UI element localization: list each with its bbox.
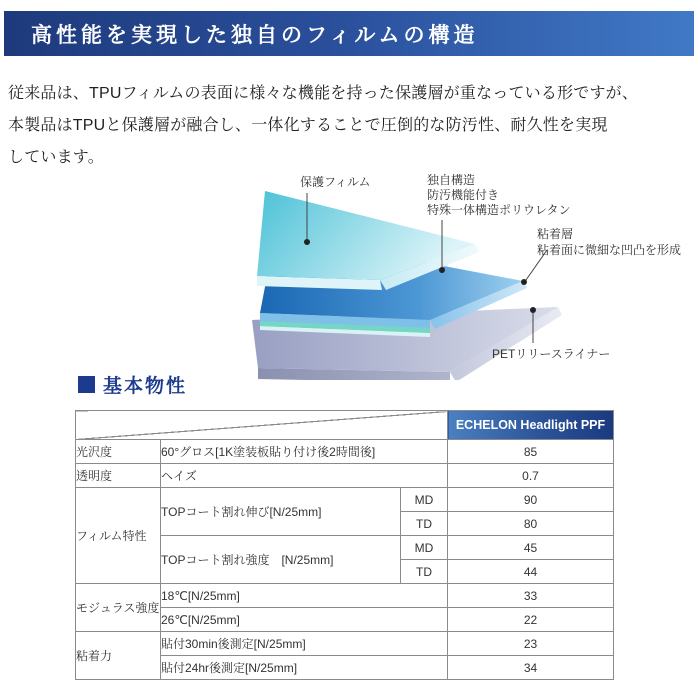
table-row <box>76 488 614 512</box>
label-adhesive-2: 粘着面に微細な凹凸を形成 <box>537 243 682 257</box>
table-row <box>76 584 614 608</box>
cell-desc: 60°グロス[1K塗装板貼り付け後2時間後] <box>161 440 448 464</box>
header-banner <box>4 11 694 56</box>
label-structure-1: 独自構造 <box>427 173 476 187</box>
intro-line: 本製品はTPUと保護層が融合し、一体化することで圧倒的な防汚性、耐久性を実現 <box>8 117 608 134</box>
product-column-header: ECHELON Headlight PPF <box>448 411 614 440</box>
table-row <box>76 464 614 488</box>
cell-value: 85 <box>448 440 614 464</box>
cell-desc: TOPコート割れ強度 [N/25mm] <box>161 536 401 584</box>
label-protective-film: 保護フィルム <box>300 175 371 189</box>
label-structure-3: 特殊一体構造ポリウレタン <box>427 203 571 217</box>
cell-desc: 貼付30min後測定[N/25mm] <box>161 632 448 656</box>
section-title-text: 基本物性 <box>103 376 188 397</box>
intro-line: 従来品は、TPUフィルムの表面に様々な機能を持った保護層が重なっている形ですが、 <box>8 85 639 102</box>
cell-desc: 18℃[N/25mm] <box>161 584 448 608</box>
cell-direction: TD <box>401 560 448 584</box>
cell-value: 0.7 <box>448 464 614 488</box>
cell-value: 45 <box>448 536 614 560</box>
cell-desc: ヘイズ <box>161 464 448 488</box>
cell-value: 90 <box>448 488 614 512</box>
intro-line: しています。 <box>8 149 104 166</box>
square-bullet-icon <box>78 376 95 393</box>
cell-direction: MD <box>401 536 448 560</box>
label-structure-2: 防汚機能付き <box>427 188 500 202</box>
cell-desc: 26℃[N/25mm] <box>161 608 448 632</box>
cell-group: モジュラス強度 <box>76 584 161 632</box>
cell-direction: TD <box>401 512 448 536</box>
table-row <box>76 440 614 464</box>
cell-direction: MD <box>401 488 448 512</box>
film-structure-diagram <box>250 170 700 380</box>
cell-value: 23 <box>448 632 614 656</box>
dot-protective-film <box>304 239 310 245</box>
basic-properties-table <box>75 410 614 680</box>
cell-value: 44 <box>448 560 614 584</box>
cell-value: 33 <box>448 584 614 608</box>
cell-value: 80 <box>448 512 614 536</box>
cell-group: 透明度 <box>76 464 161 488</box>
cell-value: 22 <box>448 608 614 632</box>
cell-group: 光沢度 <box>76 440 161 464</box>
dot-structure <box>439 267 445 273</box>
cell-value: 34 <box>448 656 614 680</box>
cell-group: フィルム特性 <box>76 488 161 584</box>
intro-paragraph <box>8 78 696 174</box>
dot-adhesive <box>521 279 527 285</box>
cell-desc: 貼付24hr後測定[N/25mm] <box>161 656 448 680</box>
table-header-row <box>76 411 614 440</box>
section-title <box>78 371 187 398</box>
label-adhesive-1: 粘着層 <box>537 227 574 241</box>
cell-desc: TOPコート割れ伸び[N/25mm] <box>161 488 401 536</box>
dot-liner <box>530 307 536 313</box>
table-row <box>76 632 614 656</box>
label-release-liner: PETリリースライナー <box>492 347 611 361</box>
banner-title: 高性能を実現した独自のフィルムの構造 <box>31 22 479 47</box>
diagonal-header-cell <box>76 411 448 440</box>
cell-group: 粘着力 <box>76 632 161 680</box>
